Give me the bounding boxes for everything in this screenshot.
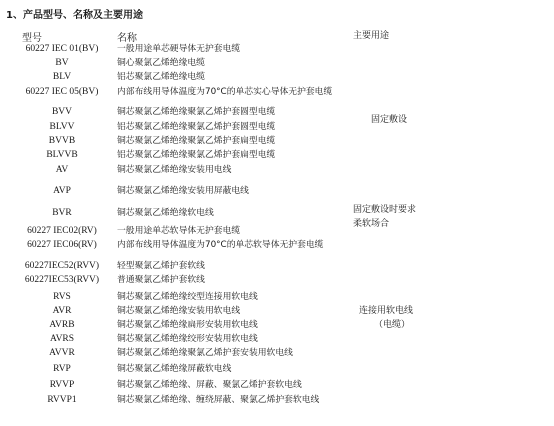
name-cell: 内部布线用导体温度为70°C的单芯软导体无护套电缆 [117, 240, 324, 250]
name-cell: 铜心聚氯乙烯绝缘电缆 [117, 58, 205, 68]
table-row [0, 259, 554, 273]
name-cell: 铜芯聚氯乙烯绝缘软电线 [117, 208, 214, 218]
use-flexible-line2: 柔软场合 [353, 219, 390, 229]
table-row [0, 393, 554, 407]
model-cell: 60227 IEC06(RV) [27, 240, 97, 250]
name-cell: 普通聚氯乙烯护套软线 [117, 275, 205, 285]
name-cell: 轻型聚氯乙烯护套软线 [117, 261, 205, 271]
table-row [0, 148, 554, 162]
table-row [0, 134, 554, 148]
table-row [0, 346, 554, 360]
model-cell: AVVR [49, 348, 75, 358]
table-row [0, 206, 554, 220]
name-cell: 铜芯聚氯乙烯绝缘安装用软电线 [117, 306, 241, 316]
table-row [0, 70, 554, 84]
table-row [0, 224, 554, 238]
table-row [0, 378, 554, 392]
name-cell: 铜芯聚氯乙烯绝缘扁形安装用软电线 [117, 320, 258, 330]
table-row [0, 318, 554, 332]
name-cell: 铝芯聚氯乙烯绝缘电缆 [117, 72, 205, 82]
name-cell: 铜芯聚氯乙烯绝缘、屏蔽、聚氯乙烯护套软电线 [117, 380, 302, 390]
model-cell: AVR [52, 306, 72, 316]
model-cell: AVRS [49, 334, 75, 344]
name-cell: 铜芯聚氯乙烯绝缘安装用电线 [117, 165, 232, 175]
table-row [0, 85, 554, 99]
use-connect-line1: 连接用软电线 [359, 306, 414, 316]
model-cell: BLV [52, 72, 72, 82]
table-row [0, 238, 554, 252]
model-cell: BLVVB [46, 150, 78, 160]
table-row [0, 42, 554, 56]
name-cell: 铜芯聚氯乙烯绝缘、缠绕屏蔽、聚氯乙烯护套软电线 [117, 395, 320, 405]
name-cell: 内部布线用导体温度为70°C的单芯实心导体无护套电缆 [117, 87, 333, 97]
table-row [0, 184, 554, 198]
table-row [0, 163, 554, 177]
model-cell: RVVP1 [47, 395, 77, 405]
model-cell: BV [55, 58, 69, 68]
model-cell: AVRB [49, 320, 75, 330]
model-cell: RVP [53, 364, 71, 374]
model-cell: AVP [53, 186, 71, 196]
table-row [0, 105, 554, 119]
header-name: 名称 [117, 33, 137, 44]
name-cell: 铜芯聚氯乙烯绝缘屏蔽软电线 [117, 364, 232, 374]
table-row [0, 304, 554, 318]
section-title: 1、产品型号、名称及主要用途 [6, 10, 143, 21]
model-cell: BVV [51, 107, 73, 117]
name-cell: 铜芯聚氯乙烯绝缘聚氯乙烯护套安装用软电线 [117, 348, 293, 358]
model-cell: 60227 IEC02(RV) [27, 226, 97, 236]
model-cell: 60227IEC53(RVV) [24, 275, 100, 285]
model-cell: BLVV [49, 122, 75, 132]
header-model: 型号 [22, 33, 42, 44]
name-cell: 铜芯聚氯乙烯绝缘聚氯乙烯护套圆型电缆 [117, 107, 276, 117]
model-cell: 60227 IEC 05(BV) [25, 87, 99, 97]
table-row [0, 332, 554, 346]
use-flexible-line1: 固定敷设时要求 [353, 205, 417, 215]
table-row [0, 56, 554, 70]
model-cell: 60227IEC52(RVV) [24, 261, 100, 271]
model-cell: RVS [53, 292, 71, 302]
table-row [0, 120, 554, 134]
use-connect-line2: （电缆） [374, 320, 411, 330]
use-fixed-laying: 固定敷设 [371, 115, 408, 125]
model-cell: BVVB [48, 136, 76, 146]
name-cell: 铜芯聚氯乙烯绝缘安装用屏蔽电线 [117, 186, 249, 196]
name-cell: 铜芯聚氯乙烯绝缘绞形安装用软电线 [117, 334, 258, 344]
table-row [0, 273, 554, 287]
model-cell: 60227 IEC 01(BV) [25, 44, 99, 54]
name-cell: 铜芯聚氯乙烯绝缘聚氯乙烯护套扁型电缆 [117, 136, 276, 146]
model-cell: AV [55, 165, 69, 175]
name-cell: 铝芯聚氯乙烯绝缘聚氯乙烯护套圆型电缆 [117, 122, 276, 132]
model-cell: RVVP [49, 380, 75, 390]
name-cell: 一般用途单芯硬导体无护套电缆 [117, 44, 241, 54]
name-cell: 一般用途单芯软导体无护套电缆 [117, 226, 241, 236]
name-cell: 铝芯聚氯乙烯绝缘聚氯乙烯护套扁型电缆 [117, 150, 276, 160]
name-cell: 铜芯聚氯乙烯绝缘绞型连接用软电线 [117, 292, 258, 302]
table-row [0, 290, 554, 304]
table-row [0, 362, 554, 376]
header-use: 主要用途 [353, 31, 390, 41]
model-cell: BVR [52, 208, 72, 218]
